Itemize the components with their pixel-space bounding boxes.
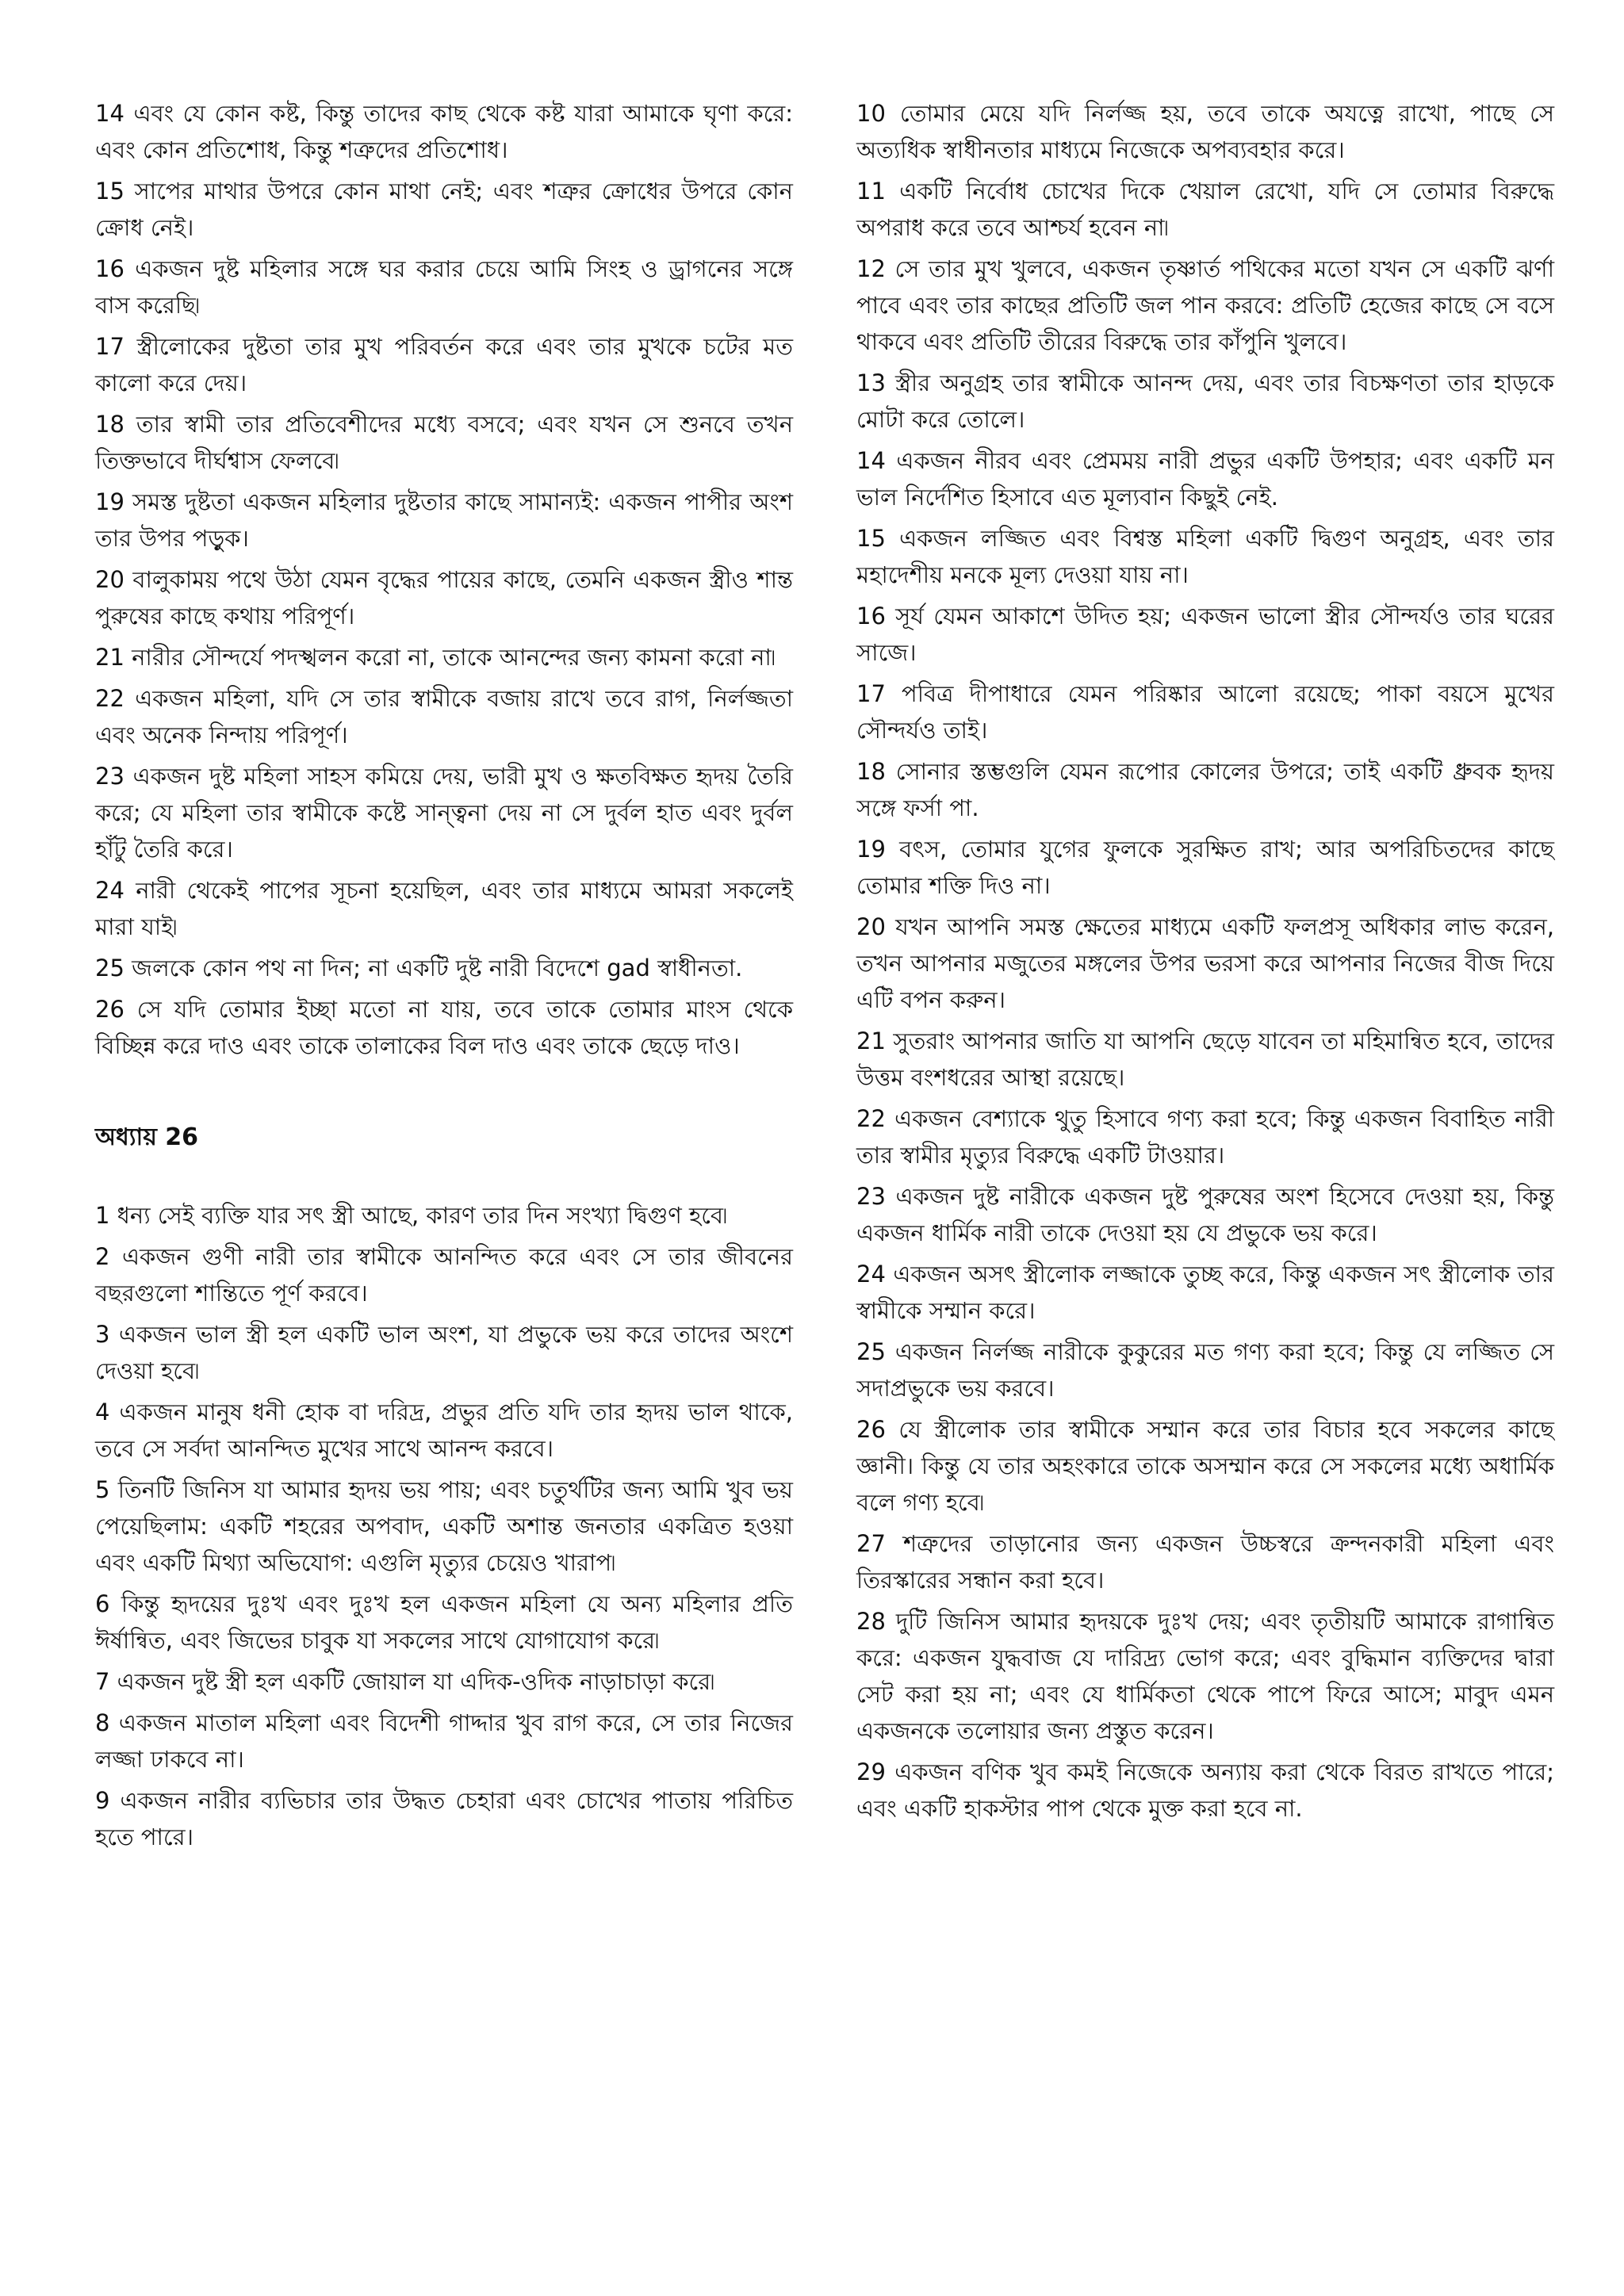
verse: 13 স্ত্রীর অনুগ্রহ তার স্বামীকে আনন্দ দেয়, এবং তার বিচক্ষণতা তার হাড়কে মোটা করে তোলে।	[856, 369, 1554, 433]
verse: 17 স্ত্রীলোকের দুষ্টতা তার মুখ পরিবর্তন করে এবং তার মুখকে চটের মত কালো করে দেয়।	[95, 333, 793, 396]
verse: 3 একজন ভাল স্ত্রী হল একটি ভাল অংশ, যা প্রভুকে ভয় করে তাদের অংশে দেওয়া হবে৷	[95, 1321, 793, 1384]
verse: 20 বালুকাময় পথে উঠা যেমন বৃদ্ধের পায়ের কাছে, তেমনি একজন স্ত্রীও শান্ত পুরুষের কাছে কথায় পরিপূর্ণ।	[95, 566, 793, 629]
verse: 29 একজন বণিক খুব কমই নিজেকে অন্যায় করা থেকে বিরত রাখতে পারে; এবং একটি হাকস্টার পাপ থেকে মুক্ত করা হবে না.	[856, 1758, 1554, 1822]
verse: 8 একজন মাতাল মহিলা এবং বিদেশী গাদ্দার খুব রাগ করে, সে তার নিজের লজ্জা ঢাকবে না।	[95, 1709, 793, 1773]
verse: 28 দুটি জিনিস আমার হৃদয়কে দুঃখ দেয়; এবং তৃতীয়টি আমাকে রাগান্বিত করে: একজন যুদ্ধবাজ যে দারিদ্র্য ভোগ করে; এবং বুদ্ধিমান ব্যক্তিদের দ্বারা সেট করা হয় না; এবং যে ধার্মিকতা থেকে পাপে ফিরে আসে; মাবুদ এমন একজনকে তলোয়ার জন্য প্রস্তুত করেন।	[856, 1608, 1554, 1744]
verse: 25 একজন নির্লজ্জ নারীকে কুকুরের মত গণ্য করা হবে; কিন্তু যে লজ্জিত সে সদাপ্রভুকে ভয় করবে।	[856, 1338, 1554, 1402]
verse: 24 নারী থেকেই পাপের সূচনা হয়েছিল, এবং তার মাধ্যমে আমরা সকলেই মারা যাই৷	[95, 877, 793, 940]
verse: 27 শত্রুদের তাড়ানোর জন্য একজন উচ্চস্বরে ক্রন্দনকারী মহিলা এবং তিরস্কারের সন্ধান করা হবে।	[856, 1530, 1554, 1594]
verse: 16 একজন দুষ্ট মহিলার সঙ্গে ঘর করার চেয়ে আমি সিংহ ও ড্রাগনের সঙ্গে বাস করেছি৷	[95, 255, 793, 319]
verse: 21 সুতরাং আপনার জাতি যা আপনি ছেড়ে যাবেন তা মহিমান্বিত হবে, তাদের উত্তম বংশধরের আস্থা রয়েছে।	[856, 1027, 1554, 1091]
verse: 16 সূর্য যেমন আকাশে উদিত হয়; একজন ভালো স্ত্রীর সৌন্দর্যও তার ঘরের সাজে।	[856, 603, 1554, 666]
verse: 22 একজন মহিলা, যদি সে তার স্বামীকে বজায় রাখে তবে রাগ, নির্লজ্জতা এবং অনেক নিন্দায় পরিপূর্ণ।	[95, 685, 793, 748]
verse: 11 একটি নির্বোধ চোখের দিকে খেয়াল রেখো, যদি সে তোমার বিরুদ্ধে অপরাধ করে তবে আশ্চর্য হবেন না৷	[856, 178, 1554, 241]
right-column	[856, 95, 1554, 2204]
left-column	[95, 95, 793, 2204]
verse: 9 একজন নারীর ব্যভিচার তার উদ্ধত চেহারা এবং চোখের পাতায় পরিচিত হতে পারে।	[95, 1787, 793, 1850]
verse: 14 এবং যে কোন কষ্ট, কিন্তু তাদের কাছ থেকে কষ্ট যারা আমাকে ঘৃণা করে: এবং কোন প্রতিশোধ, কিন্তু শত্রুদের প্রতিশোধ।	[95, 100, 793, 163]
verse: 26 যে স্ত্রীলোক তার স্বামীকে সম্মান করে তার বিচার হবে সকলের কাছে জ্ঞানী। কিন্তু যে তার অহংকারে তাকে অসম্মান করে সে সকলের মধ্যে অধার্মিক বলে গণ্য হবে৷	[856, 1416, 1554, 1516]
verse: 20 যখন আপনি সমস্ত ক্ষেতের মাধ্যমে একটি ফলপ্রসূ অধিকার লাভ করেন, তখন আপনার মজুতের মঙ্গলের উপর ভরসা করে আপনার নিজের বীজ দিয়ে এটি বপন করুন।	[856, 913, 1554, 1013]
verse: 10 তোমার মেয়ে যদি নির্লজ্জ হয়, তবে তাকে অযত্নে রাখো, পাছে সে অত্যধিক স্বাধীনতার মাধ্যমে নিজেকে অপব্যবহার করে।	[856, 100, 1554, 163]
verse: 18 তার স্বামী তার প্রতিবেশীদের মধ্যে বসবে; এবং যখন সে শুনবে তখন তিক্তভাবে দীর্ঘশ্বাস ফেলবে৷	[95, 411, 793, 474]
verse: 17 পবিত্র দীপাধারে যেমন পরিষ্কার আলো রয়েছে; পাকা বয়সে মুখের সৌন্দর্যও তাই।	[856, 680, 1554, 744]
verse: 4 একজন মানুষ ধনী হোক বা দরিদ্র, প্রভুর প্রতি যদি তার হৃদয় ভাল থাকে, তবে সে সর্বদা আনন্দিত মুখের সাথে আনন্দ করবে।	[95, 1399, 793, 1462]
verse: 22 একজন বেশ্যাকে থুতু হিসাবে গণ্য করা হবে; কিন্তু একজন বিবাহিত নারী তার স্বামীর মৃত্যুর বিরুদ্ধে একটি টাওয়ার।	[856, 1105, 1554, 1169]
verse-list-after-heading	[95, 1197, 793, 1855]
document-page	[95, 95, 1554, 2204]
verse: 2 একজন গুণী নারী তার স্বামীকে আনন্দিত করে এবং সে তার জীবনের বছরগুলো শান্তিতে পূর্ণ করবে।	[95, 1243, 793, 1307]
verse: 26 সে যদি তোমার ইচ্ছা মতো না যায়, তবে তাকে তোমার মাংস থেকে বিচ্ছিন্ন করে দাও এবং তাকে তালাকের বিল দাও এবং তাকে ছেড়ে দাও।	[95, 996, 793, 1059]
verse: 14 একজন নীরব এবং প্রেমময় নারী প্রভুর একটি উপহার; এবং একটি মন ভাল নির্দেশিত হিসাবে এত মূল্যবান কিছুই নেই.	[856, 447, 1554, 511]
verse: 24 একজন অসৎ স্ত্রীলোক লজ্জাকে তুচ্ছ করে, কিন্তু একজন সৎ স্ত্রীলোক তার স্বামীকে সম্মান করে।	[856, 1261, 1554, 1324]
verse-list-before-heading	[95, 95, 793, 1064]
verse: 23 একজন দুষ্ট মহিলা সাহস কমিয়ে দেয়, ভারী মুখ ও ক্ষতবিক্ষত হৃদয় তৈরি করে; যে মহিলা তার স্বামীকে কষ্টে সান্ত্বনা দেয় না সে দুর্বল হাত এবং দুর্বল হাঁটু তৈরি করে।	[95, 763, 793, 863]
verse: 21 নারীর সৌন্দর্যে পদস্খলন করো না, তাকে আনন্দের জন্য কামনা করো না৷	[95, 644, 776, 671]
verse: 18 সোনার স্তম্ভগুলি যেমন রূপোর কোলের উপরে; তাই একটি ধ্রুবক হৃদয় সঙ্গে ফর্সা পা.	[856, 758, 1554, 821]
verse: 6 কিন্তু হৃদয়ের দুঃখ এবং দুঃখ হল একজন মহিলা যে অন্য মহিলার প্রতি ঈর্ষান্বিত, এবং জিভের চাবুক যা সকলের সাথে যোগাযোগ করে৷	[95, 1590, 793, 1654]
verse: 12 সে তার মুখ খুলবে, একজন তৃষ্ণার্ত পথিকের মতো যখন সে একটি ঝর্ণা পাবে এবং তার কাছের প্রতিটি জল পান করবে: প্রতিটি হেজের কাছে সে বসে থাকবে এবং প্রতিটি তীরের বিরুদ্ধে তার কাঁপুনি খুলবে।	[856, 255, 1554, 355]
verse: 15 একজন লজ্জিত এবং বিশ্বস্ত মহিলা একটি দ্বিগুণ অনুগ্রহ, এবং তার মহাদেশীয় মনকে মূল্য দেওয়া যায় না।	[856, 525, 1554, 588]
verse: 25 জলকে কোন পথ না দিন; না একটি দুষ্ট নারী বিদেশে gad স্বাধীনতা.	[95, 955, 743, 982]
verse: 1 ধন্য সেই ব্যক্তি যার সৎ স্ত্রী আছে, কারণ তার দিন সংখ্যা দ্বিগুণ হবে৷	[95, 1202, 727, 1229]
verse: 19 সমস্ত দুষ্টতা একজন মহিলার দুষ্টতার কাছে সামান্যই: একজন পাপীর অংশ তার উপর পড়ুক।	[95, 488, 793, 552]
verse: 7 একজন দুষ্ট স্ত্রী হল একটি জোয়াল যা এদিক-ওদিক নাড়াচাড়া করে৷	[95, 1668, 715, 1695]
verse: 5 তিনটি জিনিস যা আমার হৃদয় ভয় পায়; এবং চতুর্থটির জন্য আমি খুব ভয় পেয়েছিলাম: একটি শহরের অপবাদ, একটি অশান্ত জনতার একত্রিত হওয়া এবং একটি মিথ্যা অভিযোগ: এগুলি মৃত্যুর চেয়েও খারাপ৷	[95, 1476, 793, 1576]
verse: 15 সাপের মাথার উপরে কোন মাথা নেই; এবং শত্রুর ক্রোধের উপরে কোন ক্রোধ নেই।	[95, 178, 793, 241]
chapter-heading: অধ্যায় 26	[95, 1123, 199, 1151]
verse: 23 একজন দুষ্ট নারীকে একজন দুষ্ট পুরুষের অংশ হিসেবে দেওয়া হয়, কিন্তু একজন ধার্মিক নারী তাকে দেওয়া হয় যে প্রভুকে ভয় করে।	[856, 1183, 1554, 1246]
verse: 19 বৎস, তোমার যুগের ফুলকে সুরক্ষিত রাখ; আর অপরিচিতদের কাছে তোমার শক্তি দিও না।	[856, 836, 1554, 899]
